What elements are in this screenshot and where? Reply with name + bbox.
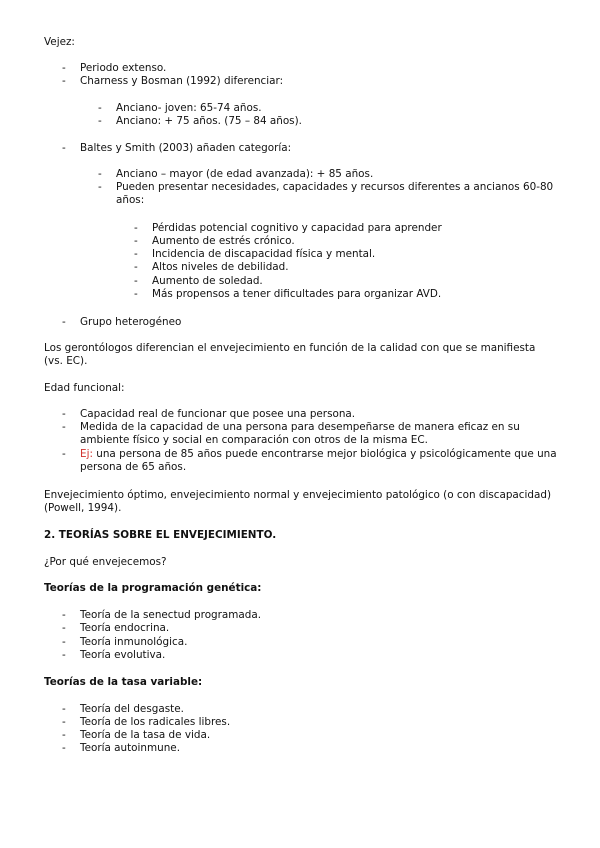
list-item: - Charness y Bosman (1992) diferenciar: — [62, 75, 284, 87]
list-item: - Capacidad real de funcionar que posee una persona. — [62, 408, 356, 420]
list-item: - Periodo extenso. — [62, 62, 167, 74]
edad-funcional-heading: Edad funcional: — [44, 382, 125, 394]
list-item: - Teoría autoinmune. — [62, 742, 181, 754]
list-item: - Teoría inmunológica. — [62, 636, 188, 648]
list-item: - Anciano – mayor (de edad avanzada): + 85 años. — [98, 168, 374, 180]
list-item: - Pérdidas potencial cognitivo y capacidad para aprender — [134, 222, 442, 234]
list-item: - Ej: una persona de 85 años puede encontrarse mejor biológica y psicológicamente que una persona de 65 años. — [62, 448, 557, 474]
list-item: - Anciano: + 75 años. (75 – 84 años). — [98, 115, 302, 127]
section-title: 2. TEORÍAS SOBRE EL ENVEJECIMIENTO. — [44, 529, 277, 541]
list-item: - Incidencia de discapacidad física y mental. — [134, 248, 376, 260]
list-item: - Teoría de la tasa de vida. — [62, 729, 211, 741]
list-item: - Grupo heterogéneo — [62, 316, 182, 328]
tasa-title: Teorías de la tasa variable: — [44, 676, 203, 688]
list-item: - Baltes y Smith (2003) añaden categoría: — [62, 142, 292, 154]
list-item: - Medida de la capacidad de una persona para desempeñarse de manera eficaz en su ambiente físico y social en comparación con otros de la misma EC. — [62, 421, 520, 447]
ej-label: Ej: — [80, 448, 93, 460]
paragraph-envejecimiento-optimo: Envejecimiento óptimo, envejecimiento normal y envejecimiento patológico (o con discapacidad) (Powell, 1994). — [44, 489, 552, 515]
question: ¿Por qué envejecemos? — [44, 556, 167, 568]
list-item: - Teoría evolutiva. — [62, 649, 166, 661]
list-item: - Pueden presentar necesidades, capacidades y recursos diferentes a ancianos 60-80 años: — [98, 181, 554, 207]
list-item: - Teoría de los radicales libres. — [62, 716, 231, 728]
list-item: - Aumento de soledad. — [134, 275, 263, 287]
list-item: - Altos niveles de debilidad. — [134, 261, 289, 273]
list-item: - Aumento de estrés crónico. — [134, 235, 295, 247]
list-item: - Teoría de la senectud programada. — [62, 609, 262, 621]
list-item: - Anciano- joven: 65-74 años. — [98, 102, 262, 114]
list-item: - Teoría del desgaste. — [62, 703, 184, 715]
paragraph-gerontologos: Los gerontólogos diferencian el envejecimiento en función de la calidad con que se manifiesta (vs. EC). — [44, 342, 536, 368]
list-item: - Más propensos a tener dificultades para organizar AVD. — [134, 288, 442, 300]
programacion-title: Teorías de la programación genética: — [44, 582, 262, 594]
vejez-heading: Vejez: — [44, 36, 75, 48]
list-item: - Teoría endocrina. — [62, 622, 170, 634]
